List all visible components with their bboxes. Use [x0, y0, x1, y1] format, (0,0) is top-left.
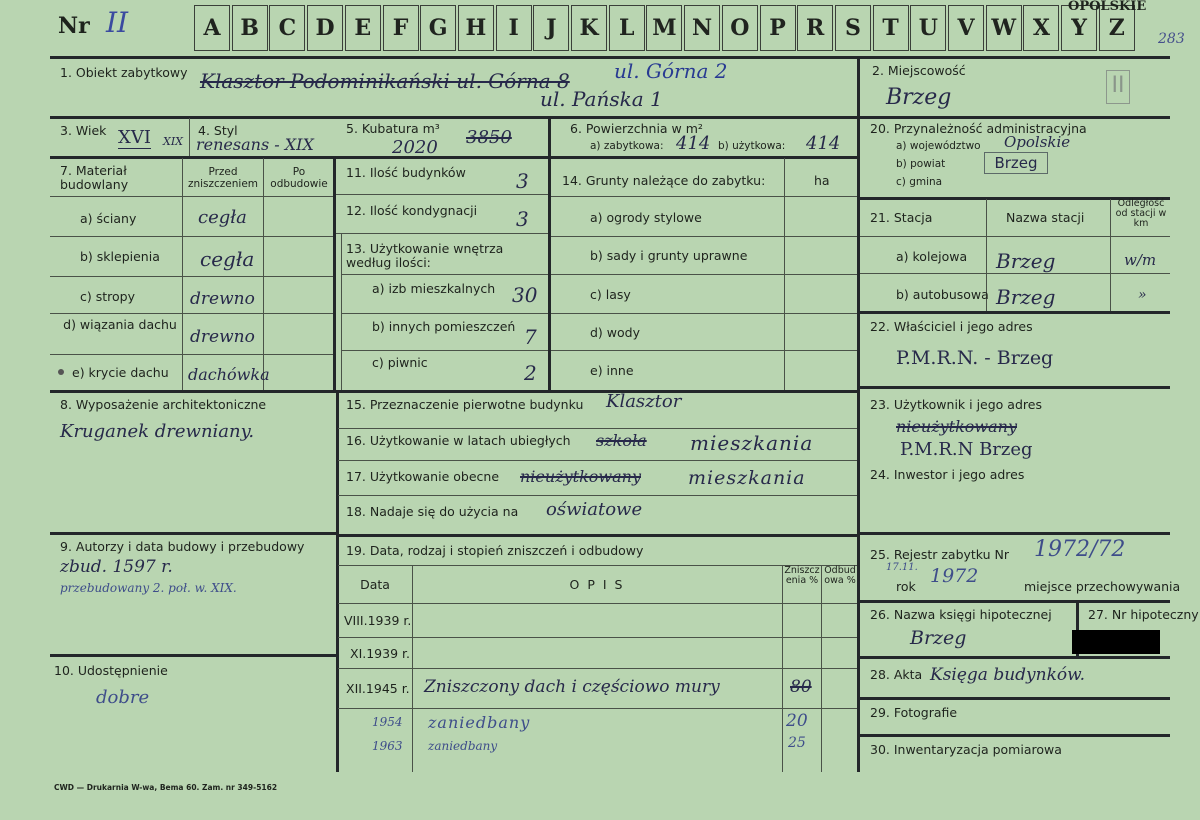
f15-value: Klasztor [606, 391, 682, 412]
f6-a-value: 414 [676, 133, 711, 154]
f19-col-rebuild: Odbudowa % [824, 565, 856, 586]
f15-label: 15. Przeznaczenie pierwotne budynku [346, 397, 584, 412]
f26-value: Brzeg [910, 627, 967, 649]
f7-row-label: b) sklepienia [80, 249, 160, 264]
f16-old-value: szkoła [596, 431, 647, 450]
letter-box: J [533, 5, 569, 51]
f7-col-after: Po odbudowie [270, 166, 328, 191]
f23-old-value: nieużytkowany [896, 417, 1017, 436]
letter-box: H [458, 5, 494, 51]
letter-box: S [835, 5, 871, 51]
letter-box: B [232, 5, 268, 51]
f19-row-desc: zaniedbany [428, 713, 531, 732]
f21-col-distance: Odległość od stacji w km [1115, 198, 1167, 229]
letter-box: M [646, 5, 682, 51]
f2-value: Brzeg [886, 85, 952, 110]
f23-value: P.M.R.N Brzeg [900, 439, 1033, 460]
f7-row-value: dachówka [188, 365, 270, 384]
f8-label: 8. Wyposażenie architektoniczne [60, 397, 267, 412]
f30-label: 30. Inwentaryzacja pomiarowa [870, 742, 1062, 757]
letter-box: I [496, 5, 532, 51]
f5-label: 5. Kubatura m³ [346, 121, 440, 136]
f21-row-distance: » [1138, 287, 1147, 303]
f7-row-label: c) stropy [80, 289, 135, 304]
letter-box: G [420, 5, 456, 51]
f19-label: 19. Data, rodzaj i stopień zniszczeń i odbudowy [346, 543, 644, 558]
f7-row-value: cegła [200, 247, 255, 271]
f19-row-date: 1954 [372, 715, 403, 729]
f19-row-destruction: 80 [790, 677, 812, 697]
f19-row-desc: Zniszczony dach i częściowo mury [424, 677, 720, 697]
f25-rok-value: 1972 [930, 565, 979, 587]
f28-label: 28. Akta [870, 667, 923, 682]
letter-box: D [307, 5, 343, 51]
f25-place-label: miejsce przechowywania [1024, 579, 1181, 594]
f7-row-label: e) krycie dachu [72, 365, 169, 380]
f13-c-value: 2 [524, 361, 537, 385]
f21-row-label: b) autobusowa [896, 287, 989, 302]
f10-value: dobre [96, 687, 150, 708]
f17-label: 17. Użytkowanie obecne [346, 469, 500, 484]
f21-col-name: Nazwa stacji [1006, 210, 1085, 225]
letter-box: T [873, 5, 909, 51]
f21-row-distance: w/m [1124, 251, 1157, 269]
f19-row-date: VIII.1939 r. [344, 613, 412, 628]
letter-box: U [910, 5, 946, 51]
f17-value: mieszkania [688, 467, 806, 489]
f26-label: 26. Nazwa księgi hipotecznej [870, 607, 1052, 622]
f10-label: 10. Udostępnienie [54, 663, 168, 678]
f19-col-destruction: Zniszczenia % [784, 565, 820, 586]
letter-box: P [760, 5, 796, 51]
f14-item: c) lasy [590, 287, 631, 302]
f21-row-label: a) kolejowa [896, 249, 968, 264]
f13-b-value: 7 [524, 325, 537, 349]
f20-b-value: Brzeg [984, 152, 1048, 174]
f21-label: 21. Stacja [870, 210, 933, 225]
f3-value-2: XIX [163, 135, 184, 148]
f19-row-desc: zaniedbany [428, 739, 498, 753]
f7-row-label: a) ściany [80, 211, 137, 226]
f7-label: 7. Materiał budowlany [60, 163, 129, 193]
nr-value: II [106, 6, 129, 39]
f5-value: 2020 [392, 137, 438, 158]
letter-box: X [1023, 5, 1059, 51]
f14-item: e) inne [590, 363, 634, 378]
f7-row-value: cegła [198, 207, 247, 228]
f14-item: a) ogrody stylowe [590, 210, 702, 225]
f19-row-date: XII.1945 r. [346, 681, 410, 696]
f4-label: 4. Styl [198, 123, 238, 138]
f13-b-label: b) innych pomieszczeń [372, 319, 516, 334]
f14-item: b) sady i grunty uprawne [590, 248, 748, 263]
f19-row-date: 1963 [372, 739, 403, 753]
f9-value-2: przebudowany 2. poł. w. XIX. [60, 581, 237, 595]
f6-b-label: b) użytkowa: [718, 140, 786, 152]
f19-row-destruction: 20 [786, 711, 808, 731]
letter-box: Z [1099, 5, 1135, 51]
printer-footer: CWD — Drukarnia W-wa, Bema 60. Zam. nr 349-5162 [54, 783, 278, 792]
f25-date: 17.11. [886, 562, 918, 573]
letter-box: A [194, 5, 230, 51]
f11-label: 11. Ilość budynków [346, 165, 466, 180]
f6-a-label: a) zabytkowa: [590, 140, 664, 152]
roman-stamp: II [1106, 70, 1130, 104]
f21-row-name: Brzeg [996, 249, 1056, 273]
nr-label: Nr [58, 13, 90, 39]
f7-row-value: drewno [190, 289, 255, 309]
f6-label: 6. Powierzchnia w m² [570, 121, 703, 136]
f7-col-before: Przed zniszczeniem [187, 166, 259, 191]
f9-value-1: zbud. 1597 r. [60, 557, 173, 577]
f13-label: 13. Użytkowanie wnętrza według ilości: [346, 241, 504, 271]
f12-value: 3 [516, 207, 529, 231]
f19-row-date: XI.1939 r. [350, 646, 410, 661]
letter-box: Y [1061, 5, 1097, 51]
f4-value: renesans - XIX [196, 135, 314, 154]
f8-value: Kruganek drewniany. [60, 421, 255, 442]
f17-old-value: nieużytkowany [520, 467, 641, 486]
f27-label: 27. Nr hipoteczny [1088, 607, 1199, 622]
letter-box: V [948, 5, 984, 51]
f21-row-name: Brzeg [996, 285, 1056, 309]
f18-label: 18. Nadaje się do użycia na [346, 504, 519, 519]
f22-value: P.M.R.N. - Brzeg [896, 347, 1054, 369]
f14-item: d) wody [590, 325, 640, 340]
card-number: 283 [1158, 31, 1185, 47]
f6-b-value: 414 [806, 133, 841, 154]
f11-value: 3 [516, 169, 529, 193]
f20-b-label: b) powiat [896, 158, 946, 170]
f18-value: oświatowe [546, 499, 643, 520]
letter-box: F [383, 5, 419, 51]
f7-row-value: drewno [190, 327, 255, 347]
f1-label: 1. Obiekt zabytkowy [60, 65, 188, 80]
letter-box: R [797, 5, 833, 51]
f14-unit: ha [814, 173, 830, 188]
redaction-block [1072, 630, 1160, 654]
f13-a-value: 30 [512, 283, 538, 307]
f13-a-label: a) izb mieszkalnych [372, 281, 496, 296]
f9-label: 9. Autorzy i data budowy i przebudowy [60, 539, 305, 554]
f3-value: XVI [118, 127, 151, 148]
f2-label: 2. Miejscowość [872, 63, 966, 78]
f13-c-label: c) piwnic [372, 355, 428, 370]
f20-a-label: a) województwo [896, 140, 981, 152]
letter-box: O [722, 5, 758, 51]
f25-value: 1972/72 [1034, 537, 1126, 562]
f14-label: 14. Grunty należące do zabytku: [562, 173, 766, 188]
f19-col-date: Data [360, 577, 390, 592]
letter-box: L [609, 5, 645, 51]
f7-row-label: d) wiązania dachu [63, 317, 177, 332]
letter-box: N [684, 5, 720, 51]
f16-label: 16. Użytkowanie w latach ubiegłych [346, 433, 571, 448]
f16-value: mieszkania [690, 431, 814, 455]
f19-col-desc: O P I S [569, 577, 625, 592]
f3-label: 3. Wiek [60, 123, 107, 138]
f19-row-destruction: 25 [788, 735, 806, 751]
f20-label: 20. Przynależność administracyjna [870, 121, 1087, 136]
f24-label: 24. Inwestor i jego adres [870, 467, 1025, 482]
f22-label: 22. Właściciel i jego adres [870, 319, 1033, 334]
f12-label: 12. Ilość kondygnacji [346, 203, 478, 218]
letter-box: E [345, 5, 381, 51]
f20-a-value: Opolskie [1004, 133, 1071, 151]
f1-old-address: Klasztor Podominikański ul. Górna 8 [200, 69, 570, 93]
f20-c-label: c) gmina [896, 176, 943, 188]
f23-label: 23. Użytkownik i jego adres [870, 397, 1042, 412]
f1-address: ul. Górna 2 [614, 59, 728, 83]
f25-label: 25. Rejestr zabytku Nr [870, 547, 1010, 562]
letter-box: K [571, 5, 607, 51]
letter-box: C [269, 5, 305, 51]
letter-box: W [986, 5, 1022, 51]
f29-label: 29. Fotografie [870, 705, 958, 720]
f5-old-value: 3850 [466, 127, 512, 148]
f1-address-2: ul. Pańska 1 [540, 87, 663, 111]
f28-value: Księga budynków. [930, 665, 1086, 685]
f25-rok-label: rok [896, 579, 916, 594]
region-stamp: OPOLSKIE [1068, 0, 1147, 14]
punch-dot [58, 369, 64, 375]
